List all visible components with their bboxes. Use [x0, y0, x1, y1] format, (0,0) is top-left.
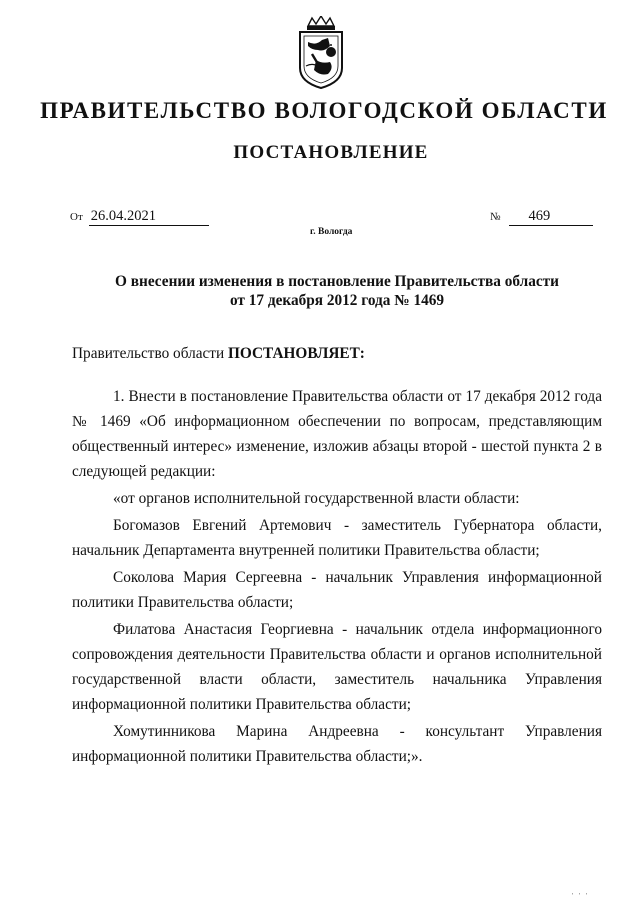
- organization-title: ПРАВИТЕЛЬСТВО ВОЛОГОДСКОЙ ОБЛАСТИ: [40, 98, 608, 123]
- preamble-text: Правительство области: [72, 345, 229, 362]
- subject-line-1: О внесении изменения в постановление Правительства области: [115, 273, 559, 290]
- date-line: [70, 208, 209, 226]
- document-number: 469: [509, 208, 593, 226]
- document-date: 26.04.2021: [89, 208, 209, 226]
- number-line: [490, 208, 593, 226]
- paragraph-3: Богомазов Евгений Артемович - заместитель Губернатора области, начальник Департамента внутренней политики Правительства области;: [72, 517, 602, 559]
- subject-line-2: от 17 декабря 2012 года № 1469: [229, 292, 445, 309]
- coat-of-arms-icon: [294, 16, 348, 90]
- paragraph-4: Соколова Мария Сергеевна - начальник Управления информационной политики Правительства области;: [72, 569, 602, 611]
- date-prefix: От: [70, 211, 83, 223]
- document-subject: [0, 272, 640, 310]
- paragraph-6: Хомутинникова Марина Андреевна - консультант Управления информационной политики Правительства области;».: [72, 723, 602, 765]
- document-body: [72, 384, 602, 771]
- preamble-bold: ПОСТАНОВЛЯЕТ:: [228, 345, 365, 362]
- footer-mark: ' ' ': [572, 892, 590, 900]
- number-prefix: №: [490, 211, 501, 223]
- paragraph-5: Филатова Анастасия Георгиевна - начальник отдела информационного сопровождения деятельности Правительства области и органов исполнительной государственной власти области, заместитель начальника Управления информационной политики Правительства области;: [72, 621, 602, 713]
- preamble: [72, 345, 365, 363]
- paragraph-1: 1. Внести в постановление Правительства области от 17 декабря 2012 года № 1469 «Об информационном обеспечении по вопросам, представляющим общественный интерес» изменение, изложив абзацы второй - шестой пункта 2 в следующей редакции:: [72, 388, 602, 480]
- paragraph-2: «от органов исполнительной государственной власти области:: [113, 490, 520, 507]
- document-type: ПОСТАНОВЛЕНИЕ: [233, 142, 429, 163]
- city-label: г. Вологда: [310, 227, 353, 237]
